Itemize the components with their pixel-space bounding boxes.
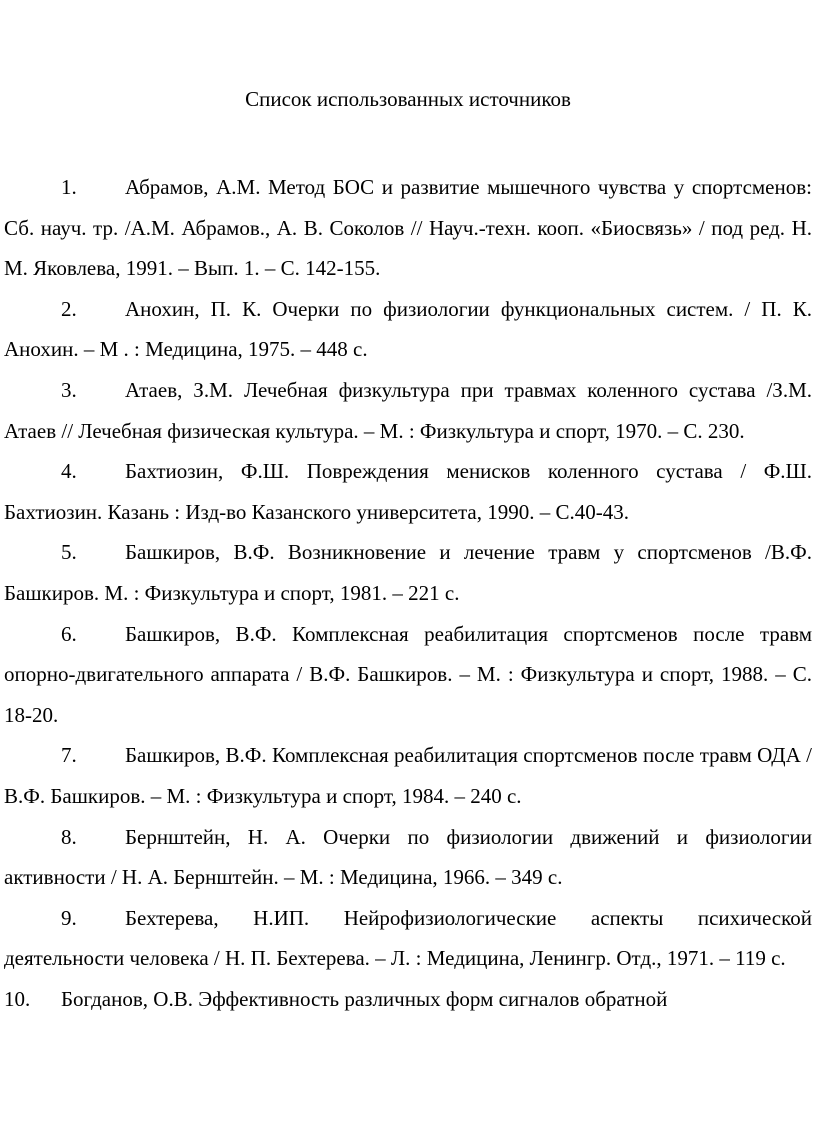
reference-item	[4, 735, 812, 816]
reference-item	[4, 532, 812, 613]
reference-text: Бехтерева, Н.ИП. Нейрофизиологические аспекты психической деятельности человека / Н. П. Бехтерева. – Л. : Медицина, Ленингр. Отд., 1971. – 119 с.	[4, 905, 812, 971]
page-title: Список использованных источников	[245, 87, 571, 111]
reference-text: Богданов, О.В. Эффективность различных форм сигналов обратной	[61, 986, 668, 1011]
reference-text: Башкиров, В.Ф. Комплексная реабилитация спортсменов после травм ОДА / В.Ф. Башкиров. – М. : Физкультура и спорт, 1984. – 240 с.	[4, 743, 812, 808]
reference-number: 4.	[61, 459, 77, 484]
reference-number: 7.	[61, 743, 77, 768]
reference-item	[4, 898, 812, 979]
reference-text: Абрамов, А.М. Метод БОС и развитие мышечного чувства у спортсменов: Сб. науч. тр. /А.М. Абрамов., А. В. Соколов // Науч.-техн. кооп. «Биосвязь» / под ред. Н. М. Яковлева, 1991. – Вып. 1. – С. 142-155.	[4, 175, 812, 281]
reference-item	[4, 167, 812, 289]
reference-item	[4, 614, 812, 736]
reference-text: Атаев, З.М. Лечебная физкультура при травмах коленного сустава /З.М. Атаев // Лечебная физическая культура. – М. : Физкультура и спорт, 1970. – С. 230.	[4, 377, 812, 443]
reference-item	[4, 370, 812, 451]
reference-text: Бернштейн, Н. А. Очерки по физиологии движений и физиологии активности / Н. А. Бернштейн. – М. : Медицина, 1966. – 349 с.	[4, 824, 812, 890]
reference-item	[4, 817, 812, 898]
reference-text: Башкиров, В.Ф. Комплексная реабилитация спортсменов после травм опорно-двигательного аппарата / В.Ф. Башкиров. – М. : Физкультура и спорт, 1988. – С. 18-20.	[4, 621, 812, 727]
reference-number: 10.	[4, 986, 31, 1011]
reference-item	[4, 289, 812, 370]
reference-text: Анохин, П. К. Очерки по физиологии функциональных систем. / П. К. Анохин. – М . : Медицина, 1975. – 448 с.	[4, 296, 812, 362]
reference-list	[4, 167, 812, 1019]
reference-item	[4, 979, 812, 1020]
reference-item	[4, 451, 812, 532]
reference-number: 6.	[61, 621, 77, 646]
reference-number: 1.	[61, 175, 77, 199]
reference-text: Башкиров, В.Ф. Возникновение и лечение травм у спортсменов /В.Ф. Башкиров. М. : Физкультура и спорт, 1981. – 221 с.	[4, 540, 812, 605]
reference-number: 8.	[61, 824, 77, 849]
reference-number: 3.	[61, 377, 77, 402]
reference-number: 2.	[61, 296, 77, 321]
reference-number: 9.	[61, 905, 77, 930]
reference-text: Бахтиозин, Ф.Ш. Повреждения менисков коленного сустава / Ф.Ш. Бахтиозин. Казань : Изд-во Казанского университета, 1990. – С.40-43.	[4, 459, 812, 524]
reference-number: 5.	[61, 540, 77, 565]
